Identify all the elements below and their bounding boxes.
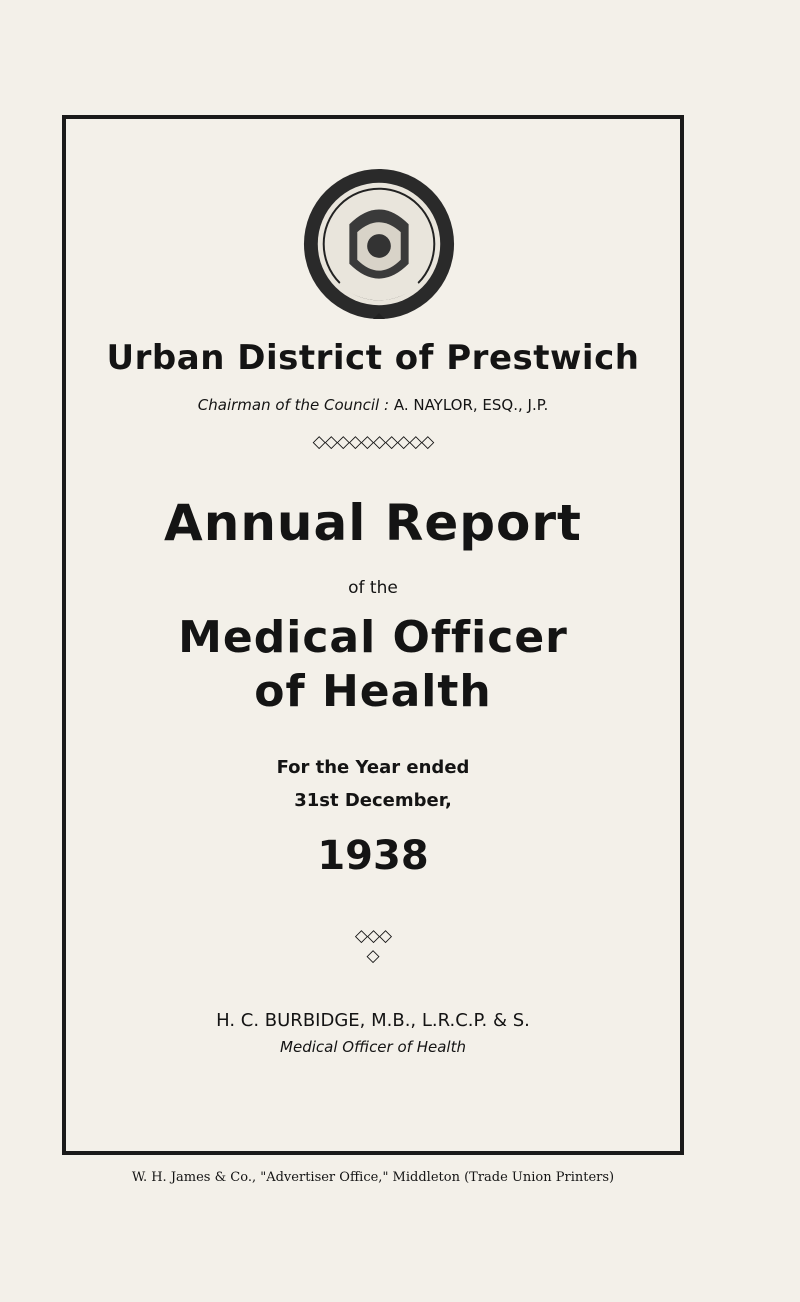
report-year: 1938 [317,833,429,879]
diamond-ornament-single: ◇ [366,946,380,966]
report-title: Annual Report [164,494,582,552]
report-subtitle-of-the: of the [348,578,398,598]
chairman-name: A. NAYLOR, ESQ., J.P. [393,396,549,414]
chairman-prefix: Chairman of the Council : [197,396,390,414]
report-title-of-health: of Health [254,666,492,717]
period-label: For the Year ended [276,757,470,778]
author-role: Medical Officer of Health [280,1038,466,1056]
period-date: 31st December, [294,790,452,811]
district-title: Urban District of Prestwich [106,338,640,378]
diamond-ornament-row: ◇◇◇◇◇◇◇◇◇◇ [312,432,434,452]
diamond-ornament-triplet: ◇◇◇ [354,926,392,946]
author-name: H. C. BURBIDGE, M.B., L.R.C.P. & S. [216,1010,530,1031]
council-seal-icon [298,165,460,323]
report-title-medical-officer: Medical Officer [178,612,568,663]
chairman-line [62,396,684,414]
printer-credit: W. H. James & Co., "Advertiser Office," Middleton (Trade Union Printers) [131,1170,615,1185]
